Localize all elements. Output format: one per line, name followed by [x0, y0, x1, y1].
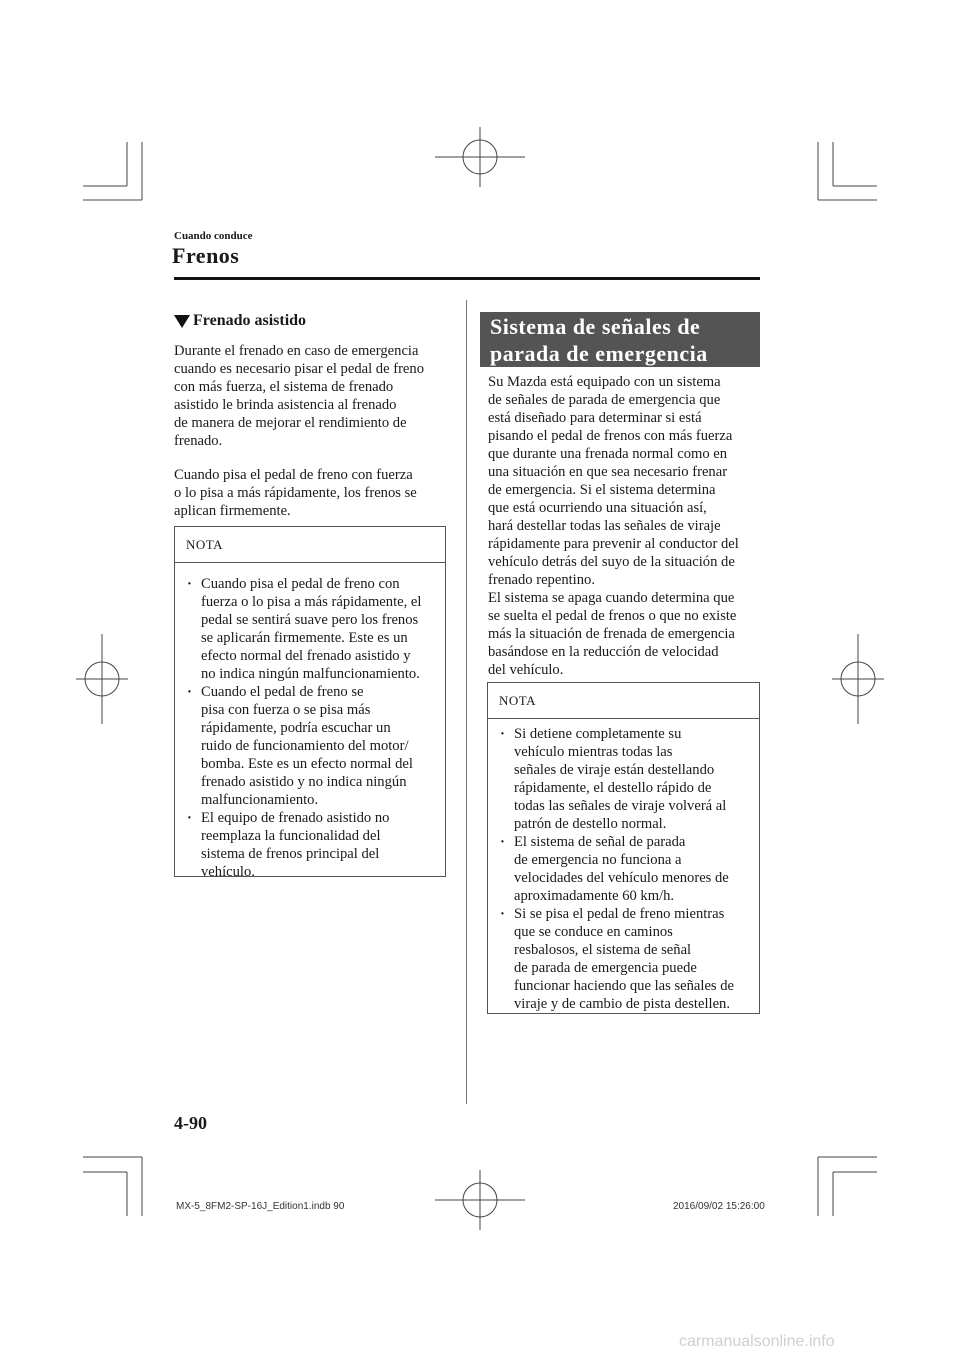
watermark: carmanualsonline.info	[679, 1333, 835, 1350]
section-label: Cuando conduce	[174, 230, 253, 242]
note-box-left	[174, 526, 446, 880]
note-item: · Cuando pisa el pedal de freno con fuerza o lo pisa a más rápidamente, el pedal se sentirá suave pero los frenos se aplicarán firmemente. Este es un efecto normal del frenado asistido y no indica ningún malfuncionamiento.	[185, 575, 441, 683]
note-list	[498, 725, 754, 1013]
note-item: · Si detiene completamente su vehículo mientras todas las señales de viraje están destellando rápidamente, el destello rápido de todas las señales de viraje volverá al patrón de destello normal.	[498, 725, 754, 833]
note-title: NOTA	[499, 693, 537, 708]
section-heading-block	[480, 312, 760, 367]
note-item: · El equipo de frenado asistido no reemplaza la funcionalidad del sistema de frenos principal del vehículo.	[185, 809, 441, 881]
note-item: · Si se pisa el pedal de freno mientras que se conduce en caminos resbalosos, el sistema de señal de parada de emergencia puede funcionar haciendo que las señales de viraje y de cambio de pista destellen.	[498, 905, 754, 1013]
page-number: 4-90	[174, 1113, 207, 1133]
note-box-right	[487, 682, 760, 1014]
section-title: Frenos	[172, 243, 240, 268]
left-paragraph-1: Durante el frenado en caso de emergencia cuando es necesario pisar el pedal de freno con más fuerza, el sistema de frenado asistido le brinda asistencia al frenado de manera de mejorar el rendimiento de frenado.	[174, 343, 425, 449]
subheading	[174, 312, 306, 330]
triangle-bullet-icon	[174, 315, 190, 328]
note-list	[185, 575, 441, 881]
right-paragraph: Su Mazda está equipado con un sistema de señales de parada de emergencia que está diseñado para determinar si está pisando el pedal de frenos con más fuerza que durante una frenada normal como en una situación en que sea necesario frenar de emergencia. Si el sistema determina que está ocurriendo una situación así, hará destellar todas las señales de viraje rápidamente para prevenir al conductor del vehículo detrás del suyo de la situación de frenado repentino. El sistema se apaga cuando determina que se suelta el pedal de frenos o que no existe más la situación de frenada de emergencia basándose en la reducción de velocidad del vehículo.	[488, 374, 739, 678]
print-file-info: MX-5_8FM2-SP-16J_Edition1.indb 90	[176, 1201, 345, 1212]
note-item: · Cuando el pedal de freno se pisa con fuerza o se pisa más rápidamente, podría escuchar un ruido de funcionamiento del motor/ bomba. Este es un efecto normal del frenado asistido y no indica ningún malfuncionamiento.	[185, 683, 441, 809]
column-divider	[466, 300, 467, 1104]
note-item: · El sistema de señal de parada de emergencia no funciona a velocidades del vehículo menores de aproximadamente 60 km/h.	[498, 833, 754, 905]
print-timestamp: 2016/09/02 15:26:00	[673, 1201, 765, 1212]
note-header	[175, 527, 445, 563]
subheading-text: Frenado asistido	[193, 312, 307, 329]
section-heading: Sistema de señales de parada de emergencia	[490, 314, 708, 366]
note-title: NOTA	[186, 537, 224, 552]
left-paragraph-2: Cuando pisa el pedal de freno con fuerza o lo pisa a más rápidamente, los frenos se aplican firmemente.	[174, 467, 417, 519]
note-header	[488, 683, 759, 719]
header-rule	[174, 277, 760, 280]
